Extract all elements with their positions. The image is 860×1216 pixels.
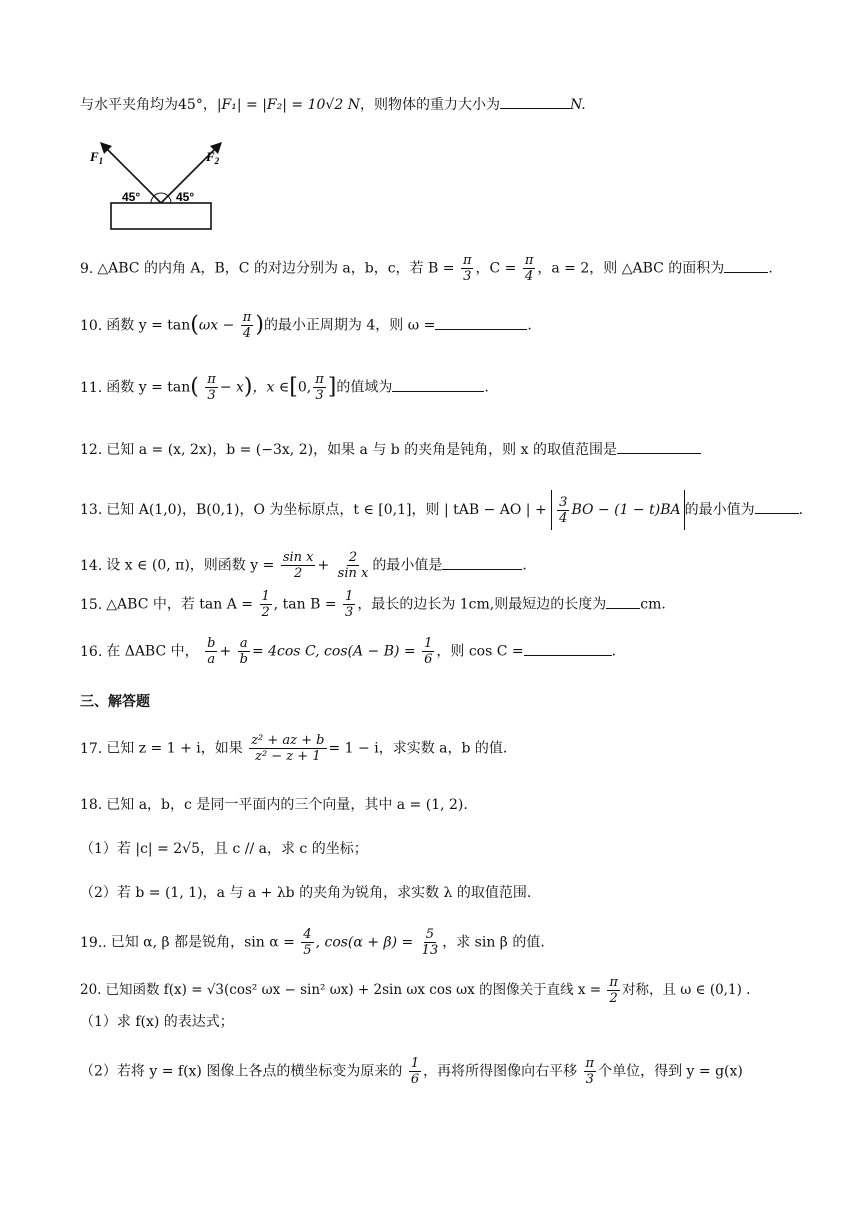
q16-f3-numerator: 1 <box>424 636 433 651</box>
q15-frac-a <box>260 589 272 620</box>
q8-formula: |F₁| = |F₂| = 10√2 N <box>216 97 360 113</box>
angle-left-label: 45° <box>122 190 141 204</box>
q11-inner: − x <box>219 379 244 396</box>
q9-c-denominator: 4 <box>524 269 534 284</box>
q16-pre: 在 ΔABC 中， <box>106 643 199 660</box>
q11-number: 11. <box>80 379 103 396</box>
q10-denominator: 4 <box>242 326 252 341</box>
q13-abs-expression <box>551 490 684 530</box>
q16-answer-blank <box>524 641 612 656</box>
q20-p2-numerator-1: 1 <box>410 1056 420 1071</box>
q17-pre: 已知 z = 1 + i，如果 <box>106 740 243 757</box>
q11-post: 的值域为 <box>336 379 393 396</box>
question-8-line <box>80 94 586 115</box>
q8-unit: N. <box>569 97 586 113</box>
q9-pre: △ABC 的内角 A，B，C 的对边分别为 a，b，c，若 B = <box>97 260 455 277</box>
q10-answer-blank <box>435 315 527 330</box>
q19-number: 19.. <box>80 934 107 951</box>
q13-pre: 已知 A(1,0)，B(0,1)，O 为坐标原点，t ∈ [0,1]，则 | tAB − AO | + <box>106 502 547 518</box>
q13-post: 的最小值为 <box>684 502 755 518</box>
q14-f2-numerator: 2 <box>348 550 358 565</box>
q19-a-denominator: 5 <box>303 943 312 958</box>
question-10: 10. 函数 y = tan(ωx − $\frac{\pi}{4}$ )的最小正周期为 4，则 ω = . <box>80 310 532 341</box>
q14-frac-1 <box>281 550 316 581</box>
q15-pre: △ABC 中，若 tan A = <box>106 596 254 613</box>
q15-post: ，最长的边长为 1cm,则最短边的长度为 <box>357 596 607 613</box>
q9-c-numerator: π <box>524 253 534 268</box>
q16-f3-denominator: 6 <box>424 652 433 667</box>
q16-f1-denominator: a <box>207 652 216 667</box>
question-19 <box>80 927 545 958</box>
object-box <box>111 203 211 229</box>
q19-b-numerator: 5 <box>425 927 435 942</box>
q19-b-denominator: 13 <box>421 943 439 958</box>
angle-right-label: 45° <box>176 190 195 204</box>
q15-frac-b <box>343 589 355 620</box>
q9-number: 9. <box>80 260 94 277</box>
q11-domain-denominator: 3 <box>315 388 324 403</box>
q10-end: . <box>527 317 532 334</box>
q13-end: . <box>798 502 804 518</box>
q16-frac-2 <box>238 636 250 667</box>
q15-b-denominator: 3 <box>345 605 354 620</box>
q14-plus: + <box>317 557 330 574</box>
question-13 <box>80 490 803 530</box>
q11-frac <box>205 372 218 403</box>
question-20 <box>80 975 750 1006</box>
q14-post: 的最小值是 <box>372 557 443 574</box>
q20-number: 20. <box>80 982 102 998</box>
q16-frac-3 <box>422 636 434 667</box>
q11-numerator: π <box>207 372 216 387</box>
question-14 <box>80 550 527 581</box>
q15-end: cm. <box>640 596 666 613</box>
q20-p2-frac-2 <box>584 1056 597 1087</box>
q15-number: 15. <box>80 596 103 613</box>
question-15 <box>80 589 666 620</box>
question-18 <box>80 795 468 815</box>
q11-domain: ，x ∈ <box>252 379 290 396</box>
q10-number: 10. <box>80 317 103 334</box>
question-20-part-1: （1）求 f(x) 的表达式； <box>80 1014 234 1030</box>
q20-x-numerator: π <box>609 975 618 990</box>
q16-f1-numerator: b <box>207 636 216 651</box>
q13-answer-blank <box>755 499 799 514</box>
q20-x-denominator: 2 <box>609 991 618 1006</box>
q14-f1-denominator: 2 <box>294 566 303 581</box>
q9-b-denominator: 3 <box>463 269 472 284</box>
q19-pre: 已知 α, β 都是锐角，sin α = <box>110 934 295 951</box>
q20-p2-denominator-1: 6 <box>410 1072 420 1087</box>
section-3-heading: 三、解答题 <box>80 694 150 710</box>
question-18-part-2: （2）若 b = (1, 1)，a 与 a + λb 的夹角为锐角，求实数 λ 的取值范围. <box>80 885 532 901</box>
q17-numerator: z² + az + b <box>251 733 325 748</box>
q15-a-denominator: 2 <box>261 605 270 620</box>
q16-f2-numerator: a <box>239 636 248 651</box>
q10-pre: 函数 y = tan <box>106 317 191 334</box>
label-f2: $F_2$ <box>206 149 220 166</box>
q8-text: 与水平夹角均为45°， <box>80 97 217 113</box>
q17-frac <box>249 733 326 764</box>
q10-frac <box>241 310 254 341</box>
q17-number: 17. <box>80 740 103 757</box>
q14-pre: 设 x ∈ (0, π)，则函数 y = <box>106 557 275 574</box>
q15-mid: , tan B = <box>273 596 337 613</box>
question-17 <box>80 733 507 764</box>
q18-stem: 已知 a，b，c 是同一平面内的三个向量，其中 a = (1, 2). <box>106 797 468 813</box>
q19-mid: , cos(α + β) = <box>315 934 414 951</box>
q20-p2-denominator-2: 3 <box>585 1072 594 1087</box>
q8-answer-blank <box>500 94 570 109</box>
q14-frac-2 <box>336 550 371 581</box>
q9-end: . <box>768 260 773 277</box>
q12-text: 已知 a = (x, 2x)，b = (−3x, 2)，如果 a 与 b 的夹角是钝角，则 x 的取值范围是 <box>106 442 617 458</box>
q11-denominator: 3 <box>207 388 216 403</box>
q16-f2-denominator: b <box>239 652 248 667</box>
q14-end: . <box>522 557 527 574</box>
q19-post: ，求 sin β 的值. <box>442 934 545 951</box>
q12-answer-blank <box>617 439 701 454</box>
q14-answer-blank <box>442 555 522 570</box>
q13-number: 13. <box>80 502 103 518</box>
q19-frac-b <box>420 927 441 958</box>
q11-domain-numerator: π <box>315 372 324 387</box>
q16-mid: = 4cos C, cos(A − B) = <box>251 643 416 660</box>
q11-domain-frac <box>313 372 326 403</box>
q16-post: ，则 cos C = <box>436 643 524 660</box>
q16-end: . <box>611 643 617 660</box>
q20-p2-post: 个单位，得到 y = g(x) <box>598 1063 743 1080</box>
q14-number: 14. <box>80 557 103 574</box>
question-9 <box>80 253 773 284</box>
q13-denominator: 4 <box>559 510 568 526</box>
q17-post: = 1 − i，求实数 a，b 的值. <box>328 740 508 757</box>
q13-numerator: 3 <box>559 494 568 510</box>
q20-p2-mid: ，再将所得图像向右平移 <box>423 1063 578 1080</box>
q11-end: . <box>484 379 489 396</box>
q9-frac-b <box>461 253 474 284</box>
question-11: 11. 函数 y = tan( $\frac{\pi}{3}$ − x)，x ∈[0, $\frac{\pi}{3}$ ]的值域为 . <box>80 372 489 403</box>
q14-f1-numerator: sin x <box>282 550 314 565</box>
question-12 <box>80 439 701 460</box>
q16-frac-1 <box>205 636 217 667</box>
q13-frac <box>557 495 569 526</box>
question-16: 16. 在 ΔABC 中， $\frac{b}{a}$ + $\frac{a}{b}$ = 4cos C, cos(A − B) = $\frac{1}{6}$ ，则 cos C = . <box>80 636 617 667</box>
q20-post: 对称，且 ω ∈ (0,1) . <box>621 982 751 998</box>
q10-numerator: π <box>242 310 252 325</box>
q19-a-numerator: 4 <box>303 927 312 942</box>
q20-p2-pre: （2）若将 y = f(x) 图像上各点的横坐标变为原来的 <box>80 1063 403 1080</box>
q20-p2-frac-1 <box>409 1056 421 1087</box>
q11-pre: 函数 y = tan <box>106 379 191 396</box>
q9-answer-blank <box>724 258 768 273</box>
q15-answer-blank <box>606 594 640 609</box>
q20-pre: 已知函数 f(x) = √3(cos² ωx − sin² ωx) + 2sin ωx cos ωx 的图像关于直线 x = <box>105 982 602 998</box>
q8-tail: ，则物体的重力大小为 <box>359 97 500 113</box>
label-f1: $F_1$ <box>90 149 104 166</box>
question-18-part-1: （1）若 |c| = 2√5，且 c // a，求 c 的坐标； <box>80 841 368 857</box>
q20-p2-numerator-2: π <box>585 1056 595 1071</box>
question-20-part-2 <box>80 1056 743 1087</box>
q9-mid: ，C = <box>475 260 517 277</box>
q19-frac-a <box>301 927 313 958</box>
q16-number: 16. <box>80 643 103 660</box>
q10-post: 的最小正周期为 4，则 ω = <box>263 317 436 334</box>
q9-b-numerator: π <box>462 253 472 268</box>
q10-inner: ωx − <box>198 317 235 334</box>
q15-b-numerator: 1 <box>345 589 354 604</box>
q11-answer-blank <box>392 377 484 392</box>
angle-arc <box>151 193 171 203</box>
q9-frac-c <box>523 253 536 284</box>
q14-f2-denominator: sin x <box>337 566 369 581</box>
q9-post: ，a = 2，则 △ABC 的面积为 <box>537 260 725 277</box>
force-diagram <box>86 135 220 233</box>
q15-a-numerator: 1 <box>261 589 270 604</box>
q17-denominator: z² − z + 1 <box>255 749 321 764</box>
q13-inner: BO − (1 − t)BA <box>571 502 681 518</box>
q12-number: 12. <box>80 442 103 458</box>
q20-frac-x <box>607 975 620 1006</box>
q18-number: 18. <box>80 797 103 813</box>
